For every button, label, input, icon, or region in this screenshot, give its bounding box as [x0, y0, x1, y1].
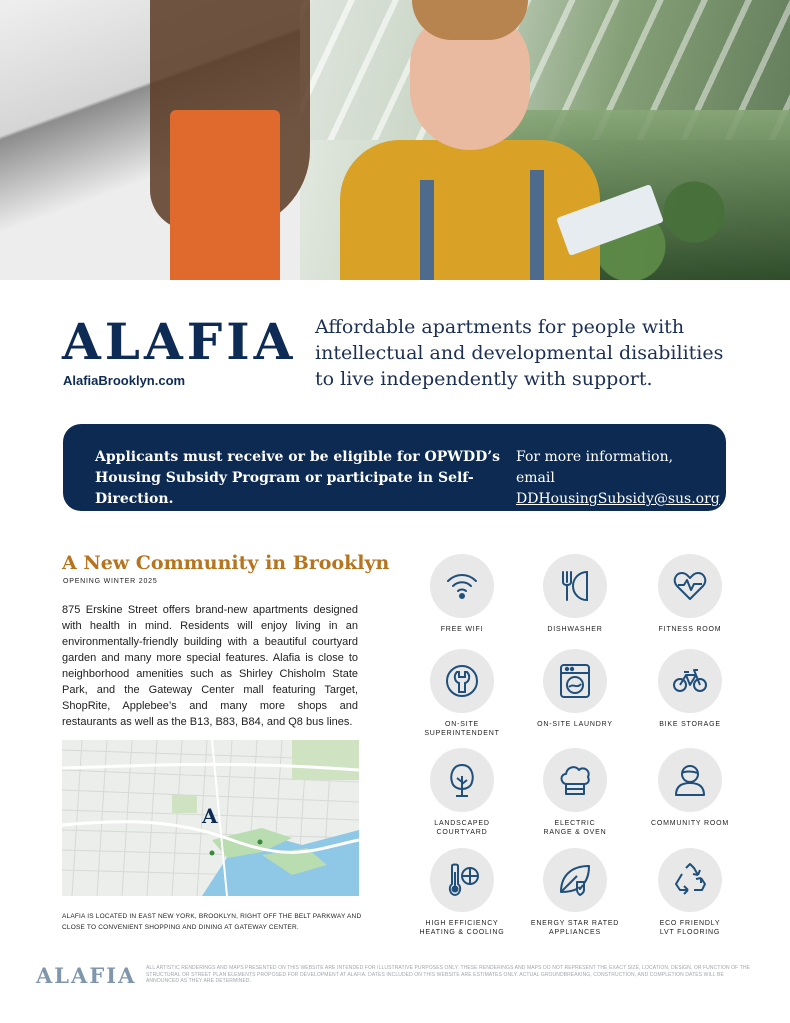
amenity-electric-range-oven: [520, 748, 630, 837]
amenity-label: ECO FRIENDLY LVT FLOORING: [659, 920, 721, 936]
amenity-circle: [543, 748, 607, 812]
amenity-label: ON-SITE LAUNDRY: [537, 721, 613, 728]
amenity-label: COMMUNITY ROOM: [651, 820, 729, 827]
amenity-circle: [658, 748, 722, 812]
contact-email-link[interactable]: DDHousingSubsidy@sus.org: [516, 491, 720, 507]
amenity-energy-star-appliances: [520, 848, 630, 937]
amenity-free-wifi: [407, 554, 517, 634]
amenity-circle: [430, 554, 494, 618]
map-marker: A: [202, 804, 218, 828]
amenity-circle: [430, 848, 494, 912]
amenity-label: LANDSCAPED COURTYARD: [434, 820, 490, 836]
amenity-label: FITNESS ROOM: [658, 626, 722, 633]
amenity-label: ENERGY STAR RATED APPLIANCES: [530, 920, 620, 936]
community-description: 875 Erskine Street offers brand-new apartments designed with health in mind. Residents will enjoy living in an environmentally-friendly building with a beautiful courtyard garden and many more special features. Alafia is close to neighborhood amenities such as Shirley Chisholm State Park, and the Gateway Center mall featuring Target, ShopRite, Applebee’s and many more shops and restaurants as well as the B13, B83, B84, and Q8 bus lines.: [62, 604, 358, 728]
bike-icon: [672, 663, 708, 699]
amenity-fitness-room: [635, 554, 745, 634]
thermometer-icon: [444, 862, 480, 898]
hero-photo: [0, 0, 790, 280]
amenity-landscaped-courtyard: [407, 748, 517, 837]
tagline: Affordable apartments for people with intellectual and developmental disabilities to live independently with support.: [315, 316, 724, 390]
amenity-label: DISHWASHER: [547, 626, 603, 633]
amenity-bike-storage: [635, 649, 745, 729]
wifi-icon: [444, 568, 480, 604]
website-link[interactable]: AlafiaBrooklyn.com: [63, 373, 186, 388]
amenity-circle: [543, 649, 607, 713]
woman-apron: [170, 110, 280, 280]
footer-logo: ALAFIA: [36, 963, 137, 988]
amenity-high-efficiency-heating-cooling: [407, 848, 517, 937]
amenity-circle: [658, 649, 722, 713]
amenity-label: HIGH EFFICIENCY HEATING & COOLING: [419, 920, 505, 936]
wrench-icon: [444, 663, 480, 699]
chef-hat-icon: [557, 762, 593, 798]
amenity-label: FREE WIFI: [440, 626, 484, 633]
amenity-label: BIKE STORAGE: [659, 721, 721, 728]
amenity-circle: [543, 848, 607, 912]
legal-disclaimer: ALL ARTISTIC RENDERINGS AND MAPS PRESENTED ON THIS WEBSITE ARE INTENDED FOR ILLUSTRATIVE PURPOSES ONLY. THESE RENDERINGS AND MAPS DO NOT REPRESENT THE EXACT SIZE, LOCATION, DESIGN, OR FUNCTION OF THE STRUCTURAL OR STREET PLAN ELEMENTS PROPOSED FOR DEVELOPMENT AT ALAFIA. DATES INCLUDED ON THIS WEBSITE ARE ESTIMATES ONLY. ACTUAL GROUNDBREAKING, CONSTRUCTION, AND COMPLETION DATES WILL BE ANNOUNCED AS THEY ARE DETERMINED.: [146, 965, 750, 984]
dishwasher-icon: [557, 568, 593, 604]
apron-strap: [530, 170, 544, 280]
washer-icon: [557, 663, 593, 699]
map-caption: ALAFIA IS LOCATED IN EAST NEW YORK, BROOKLYN, RIGHT OFF THE BELT PARKWAY AND CLOSE TO CONVENIENT SHOPPING AND DINING AT GATEWAY CENTER.: [62, 913, 362, 931]
amenity-on-site-superintendent: [407, 649, 517, 738]
eligibility-banner: [63, 424, 726, 511]
location-map: [62, 740, 359, 896]
amenity-label: ON-SITE SUPERINTENDENT: [424, 721, 500, 737]
amenity-circle: [430, 748, 494, 812]
amenity-label: ELECTRIC RANGE & OVEN: [543, 820, 607, 836]
brand-logo: ALAFIA: [62, 312, 297, 371]
heart-pulse-icon: [672, 568, 708, 604]
amenity-community-room: [635, 748, 745, 828]
man-shirt: [340, 140, 600, 280]
tree-icon: [444, 762, 480, 798]
section-heading: A New Community in Brooklyn: [62, 552, 390, 574]
recycle-icon: [672, 862, 708, 898]
eligibility-requirement: Applicants must receive or be eligible for OPWDD’s Housing Subsidy Program or participate in Self-Direction.: [95, 449, 501, 507]
person-icon: [672, 762, 708, 798]
opening-date: OPENING WINTER 2025: [63, 578, 158, 585]
amenity-circle: [658, 554, 722, 618]
amenity-on-site-laundry: [520, 649, 630, 729]
amenity-circle: [430, 649, 494, 713]
amenity-dishwasher: [520, 554, 630, 634]
amenity-eco-friendly-lvt-flooring: [635, 848, 745, 937]
amenity-circle: [658, 848, 722, 912]
contact-info: [516, 447, 720, 510]
contact-prefix: For more information, email: [516, 449, 674, 486]
energy-leaf-icon: [557, 862, 593, 898]
amenity-circle: [543, 554, 607, 618]
apron-strap: [420, 180, 434, 280]
